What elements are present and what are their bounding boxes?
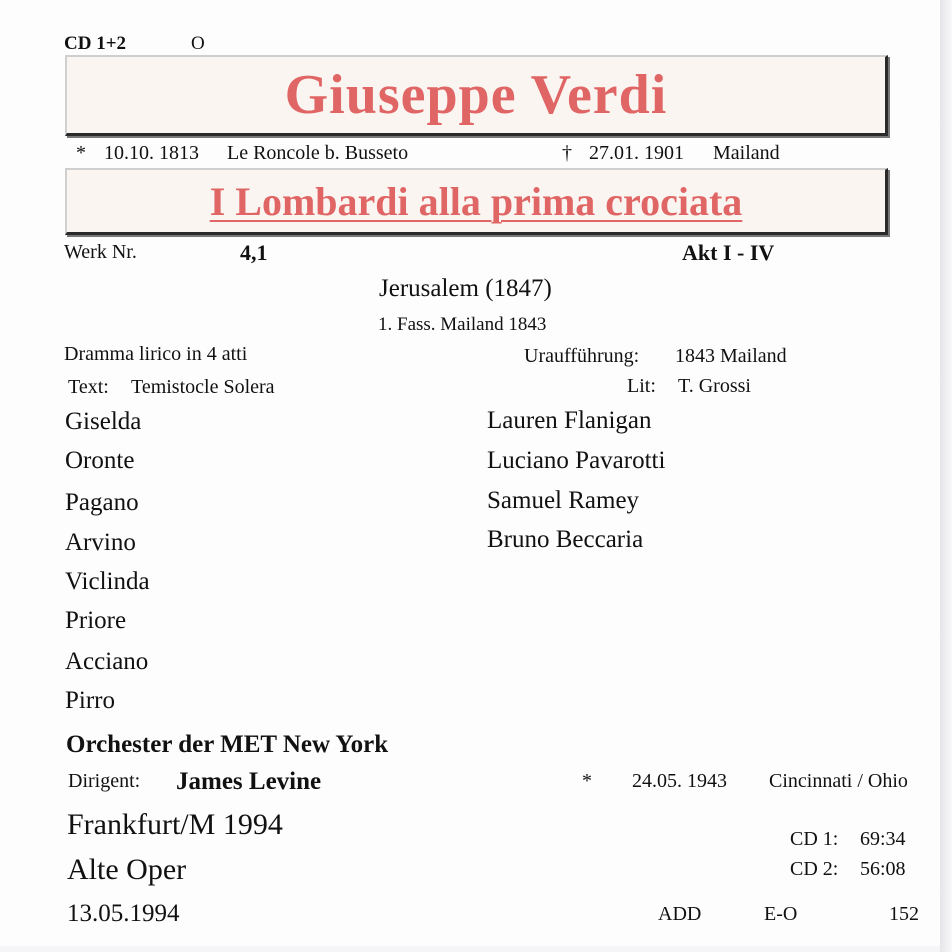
premiere-label: Uraufführung: [524,345,640,367]
cd2-label: CD 2: [790,858,839,880]
cd2-duration: 56:08 [860,858,906,880]
role: Pagano [65,489,139,516]
catalog-number: 152 [889,903,919,925]
marker: O [191,33,205,54]
composer-birth-date: 10.10. 1813 [104,142,199,164]
akt-range: Akt I - IV [682,240,775,265]
composer-death-place: Mailand [713,142,780,164]
edition-code: E-O [764,903,798,925]
role: Acciano [65,648,149,675]
premiere-value: 1843 Mailand [675,345,787,367]
role: Priore [65,607,127,634]
cd1-duration: 69:34 [860,828,906,850]
version-title: Jerusalem (1847) [379,275,552,302]
singer: Luciano Pavarotti [487,447,666,474]
text-label: Text: [68,376,109,398]
singer: Bruno Beccaria [487,526,644,553]
cd-label: CD 1+2 [64,33,127,54]
composer-birth-place: Le Roncole b. Busseto [227,142,409,164]
opera-title: I Lombardi alla prima crociata [209,178,743,224]
death-symbol: † [562,142,572,164]
role: Viclinda [65,568,150,595]
lit-label: Lit: [627,375,656,397]
role: Arvino [65,529,136,556]
conductor-label: Dirigent: [68,770,141,792]
singer: Lauren Flanigan [487,407,652,434]
paper-edge [940,0,952,952]
role: Giselda [65,408,142,435]
birth-symbol: * [76,142,86,164]
composer-name: Giuseppe Verdi [284,64,668,126]
orchestra: Orchester der MET New York [66,731,389,758]
recording-date: 13.05.1994 [67,900,180,927]
composer-title-box [65,55,888,136]
cd1-label: CD 1: [790,828,839,850]
venue: Alte Oper [67,853,187,886]
conductor-birth-place: Cincinnati / Ohio [769,770,908,792]
fassung: 1. Fass. Mailand 1843 [378,314,547,335]
genre: Dramma lirico in 4 atti [64,343,248,365]
singer: Samuel Ramey [487,487,640,514]
conductor-name: James Levine [176,768,322,795]
conductor-birth-symbol: * [582,770,592,792]
lit-value: T. Grossi [678,375,751,397]
werk-label: Werk Nr. [64,241,137,263]
role: Oronte [65,447,135,474]
opera-title-box [65,168,888,235]
role: Pirro [65,687,115,714]
composer-death-date: 27.01. 1901 [589,142,684,164]
librettist: Temistocle Solera [131,376,275,398]
recording-city-year: Frankfurt/M 1994 [67,808,283,841]
conductor-birth-date: 24.05. 1943 [632,770,727,792]
werk-number: 4,1 [240,240,268,265]
recording-type: ADD [658,903,702,925]
